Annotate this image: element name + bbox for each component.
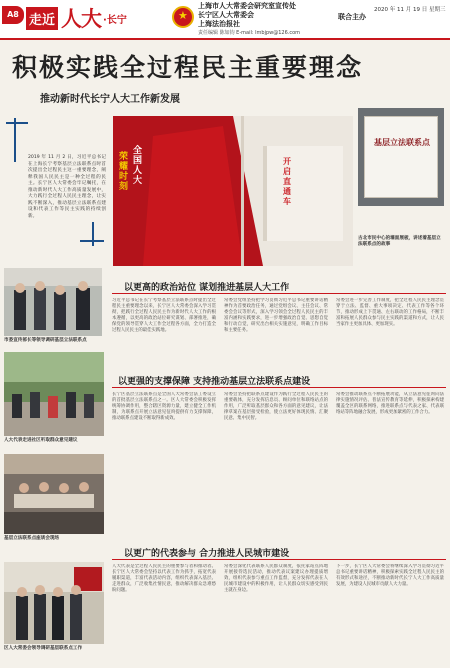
exhibit-wall-photo (113, 116, 353, 266)
photo2-caption: 人大代表走进社区听取群众意见建议 (4, 438, 78, 443)
photo1-caption: 市委宣传部长等领导调研基层立法联系点 (4, 338, 87, 343)
section-2-col-1: 长宁区基层立法联系点是全国人大常委会法工委设立的首批基层立法联系点之一。区人大常委会积极发挥统筹协调作用，整合辖区资源力量，建立健全工作机制，为联系点开展立法意见征询提供有力支撑保障，推动联系点建设不断取得新成效。 (112, 392, 216, 421)
section-1-rule (112, 293, 446, 294)
photo-meeting-art (4, 454, 104, 534)
section-2-rule (112, 387, 446, 388)
section-3-rule (112, 559, 446, 560)
section-1-title: 以更高的政治站位 谋划推进基层人大工作 (124, 283, 290, 293)
publisher-line-2: 长宁区人大常委会 (198, 11, 254, 19)
section-2-title: 以更强的支撑保障 支持推动基层立法联系点建设 (118, 377, 311, 387)
section-1-col-3: 常委会进一步完善工作制度，把全过程人民民主理念贯穿于立法、监督、重大事项决定、代表工作等各个环节，推动形成上下贯通、左右联动的工作格局，不断丰富和拓展人民群众参与民主实践的渠道和方式，让人民当家作主更加具体、更加现实。 (336, 298, 444, 327)
bracket-right (92, 222, 94, 246)
photo-leaders-visit-art (4, 268, 102, 336)
editor-email: 责任编辑 陈如钧 E-mail: lmbjpw@126.com (198, 30, 301, 36)
bracket-top (6, 122, 28, 124)
photo-meeting (4, 454, 104, 534)
photo-leaders-walk-art (4, 562, 104, 644)
section-2-col-2: 常委会坚持把联系点建设作为践行全过程人民民主的重要载体，充分发挥信息员、顾问单位和联络站点的作用，广泛听取基层群众和各方面的意见建议，让法律草案在基层接受检验，使立法更好体现民情、汇聚民意、集中民智。 (224, 392, 328, 421)
page-subhead: 推动新时代长宁人大工作新发展 (40, 94, 180, 105)
plaque-photo (358, 108, 444, 206)
plaque-board (364, 116, 438, 198)
photo-leaders-visit (4, 268, 102, 336)
page-headline: 积极实践全过程民主重要理念 (12, 53, 364, 82)
issue-date: 2020 年 11 月 19 日 星期三 (374, 7, 446, 13)
section-2-col-3: 常委会推动联系点不断拓展功能，从立法意见征询向法律实施情况评估、普法宣传教育等延伸，积极探索构建覆盖全区的联系网络，推进联系点与代表之家、代表联络站等阵地融合发展，形成更加紧密的工作合力。 (336, 392, 444, 415)
photo3-caption: 基层立法联系点座谈会现场 (4, 536, 60, 541)
intro-text: 2019 年 11 月 2 日，习近平总书记在上海长宁考察基层立法联系点时首次提出全过程民主这一重要理念，阐释我国人民民主是一种全过程的民主。长宁区人大常委会牢记嘱托，在推动新时代人大工作高质量发展中，大力践行全过程人民民主理念，让实践不断深入，推动基层立法联系点建设和代表工作等民主实践的持续创新。 (28, 155, 106, 219)
exhibit-wall-art (113, 116, 353, 266)
photo-leaders-walk (4, 562, 104, 644)
section-3-title: 以更广的代表参与 合力推进人民城市建设 (124, 549, 290, 559)
publisher-line-1: 上海市人大常委会研究室宣传处 (198, 2, 296, 10)
photo-community (4, 352, 104, 436)
plaque-title: 基层立法联系点 (374, 137, 430, 147)
section-logo-c: ·长宁 (103, 14, 127, 26)
publisher-block (198, 2, 338, 37)
section-logo-a: 走近 (26, 7, 58, 30)
intro-box (4, 118, 109, 246)
page-number: A8 (2, 6, 24, 24)
section-1-col-1: 习近平总书记在长宁考察基层立法联系点时提出全过程民主重要理念以来，长宁区人大常委会深入学习贯彻，把践行全过程人民民主作为新时代人大工作的根本遵循，以更高的政治站位研究谋划、部署推进，确保党的领导贯穿人大工作全过程各方面，全力打造全过程人民民主的最佳实践地。 (112, 298, 216, 333)
photo4-caption: 区人大常委会领导调研基层联系点工作 (4, 646, 83, 651)
national-emblem-icon (172, 6, 194, 28)
section-3-col-1: 人大代表是全过程人民民主的重要参与者和推动者。长宁区人大常委会坚持以代表工作为抓手，拓宽代表履职渠道，丰富代表活动内容，组织代表深入基层、走进群众，广泛收集社情民意，推动解决群众急难愁盼问题。 (112, 564, 216, 593)
wall-text-express: 开启直通车 (283, 156, 291, 206)
publisher-line-3: 上海法治报社 (198, 20, 240, 28)
section-logo-b: 人大 (61, 6, 102, 31)
section-logo (26, 2, 127, 34)
section-3-col-3: 下一步，长宁区人大常委会将继续深入学习贯彻习近平总书记重要讲话精神，积极探索实践全过程人民民主的有效形式和途径，不断推动新时代长宁人大工作高质量发展，为建设人民城市贡献人大力量。 (336, 564, 444, 587)
cosponsor-label: 联合主办 (338, 13, 366, 21)
wall-text-npc: 全国人大 (133, 146, 143, 186)
photo-community-art (4, 352, 104, 436)
section-3-col-2: 常委会深化代表联系人民群众制度，依托家站点阵地开展接待选民活动，推动代表议案建议办理提质增效，组织代表参与重点工作监督，充分发挥代表在人民城市建设中的积极作用，让人民群众切实感受到民主就在身边。 (224, 564, 328, 593)
wall-text-honor: 荣耀时刻 (119, 152, 129, 192)
section-1-col-2: 常委会党组坚持把学习贯彻习近平总书记重要讲话精神作为首要政治任务，通过党组会议、主任会议、常委会会议等形式，深入学习领会全过程人民民主的丰富内涵和实践要求，进一步增强政治自觉、思想自觉和行动自觉，研究出台相关实施意见，明确工作目标和主要任务。 (224, 298, 328, 333)
masthead (0, 0, 450, 40)
top-image-caption: 古北市民中心的墙面展板，讲述着基层立法联系点的故事 (358, 236, 441, 247)
bracket-left (14, 118, 16, 162)
